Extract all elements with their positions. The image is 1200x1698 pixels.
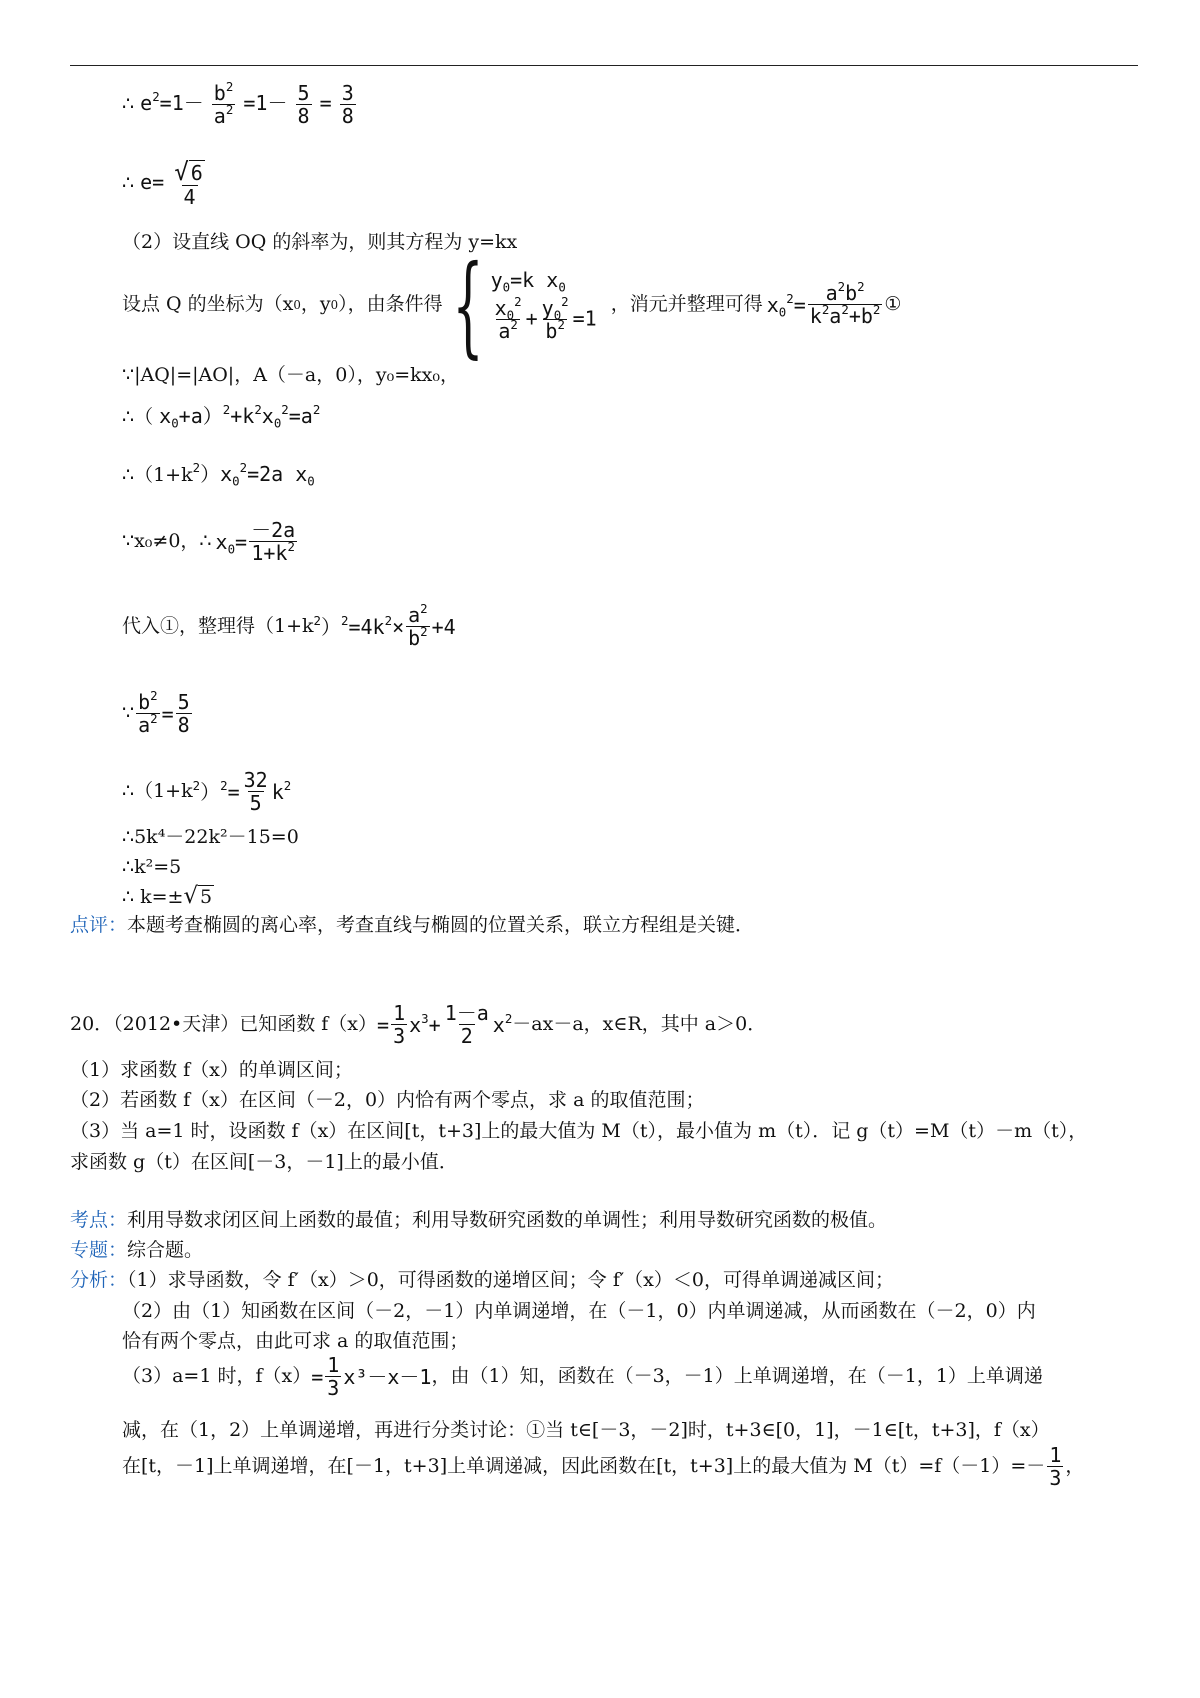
equation-7: ∴5k⁴－22k²－15=0	[122, 826, 299, 848]
part2-intro: （2）设直线 OQ 的斜率为，则其方程为 y=kx	[122, 231, 518, 253]
coordinate-system-line: 设点 Q 的坐标为（x 0 ，y 0 ），由条件得 { $y_0=k$ $x_0$ $\frac{x_0^2}{a^2}$ + $\frac{y_0^2}{b^2}$ =1 ，消元并整理可得 $x_0^2=$ $\frac{a^2b^2}{k^2a^2+b^2}$ ①	[122, 241, 902, 369]
equation-2: $\therefore(1+k^2)x_0^2=2a$ $x_0$	[122, 460, 315, 489]
fraction-a2-b2: $\frac{a^2}{b^2}$	[408, 601, 428, 650]
header-rule	[70, 65, 1138, 66]
equation-6: ∴（1+k $^2$）$^2$= $\frac{32}{5}$ $k^2$	[122, 768, 292, 815]
fenxi-line-3: 恰有两个零点，由此可求 a 的取值范围；	[122, 1330, 469, 1352]
fraction-x0: $\frac{-2a}{1+k^2}$	[251, 518, 296, 565]
problem-20-part-1: （1）求函数 f（x）的单调区间；	[70, 1059, 353, 1081]
kaodian-line: 考点：利用导数求闭区间上函数的最值；利用导数研究函数的单调性；利用导数研究函数的极值。	[70, 1209, 888, 1231]
zhuanti-line: 专题：综合题。	[70, 1239, 204, 1261]
fraction-b2-a2: $\frac{b^2}{a^2}$	[213, 79, 234, 128]
condition-line: ∵|AQ|=|AO|，A（－a，0），y₀=kx₀，	[122, 364, 459, 386]
fenxi-line-5: 减，在（1，2）上单调递增，再进行分类讨论：①当 t∈[－3，－2]时，t+3∈[0，1]，－1∈[t，t+3]，f（x）	[122, 1419, 1050, 1441]
fenxi-line-1: 分析：（1）求导函数，令 f′（x）＞0，可得函数的递增区间；令 f′（x）＜0，可得单调递减区间；	[70, 1269, 894, 1291]
equation-5: ∵ $\frac{b^2}{a^2}$ = $\frac{5}{8}$	[122, 688, 190, 737]
fenxi-line-4: （3）a=1 时，f（x） = $\frac{1}{3}$ x³－x－1 ，由（1）知，函数在（－3，－1）上单调递增，在（－1，1）上单调递	[122, 1353, 1043, 1400]
fraction-3-8: $\frac{3}{8}$	[341, 81, 354, 128]
fraction-x0-squared: $\frac{a^2b^2}{k^2a^2+b^2}$	[809, 279, 881, 328]
step-eccentricity-squared: ∴ $e^2=1-$ $\frac{b^2}{a^2}$ =1－ $\frac{5}{8}$ = $\frac{3}{8}$	[122, 79, 354, 128]
equation-3: ∵x₀≠0，∴ $x_0=$ $\frac{-2a}{1+k^2}$	[122, 518, 296, 565]
system-brace: {	[451, 241, 484, 369]
fenxi-line-6: 在[t，－1]上单调递增，在[－1，t+3]上单调递减，因此函数在[t，t+3]上的最大值为 M（t）=f（－1）=－ 1 3 ，	[122, 1443, 1085, 1490]
fraction-sqrt6-4: $\frac{√ 6}{4}$	[174, 158, 203, 210]
review-line: 点评：本题考查椭圆的离心率，考查直线与椭圆的位置关系，联立方程组是关键．	[70, 914, 755, 936]
fraction-5-8: $\frac{5}{8}$	[297, 81, 310, 128]
equation-4: 代入①，整理得（1+k $^2)^2=4k^2\times$ $\frac{a^2}{b^2}$ +4	[122, 601, 456, 650]
equation-1: ∴（ $x_0+a)^2+k^2x_0^2=a^2$	[122, 402, 321, 431]
problem-20-part-2: （2）若函数 f（x）在区间（－2，0）内恰有两个零点，求 a 的取值范围；	[70, 1089, 705, 1111]
equation-8: ∴k²=5	[122, 856, 182, 878]
problem-20-stem: 20．（2012•天津）已知函数 f（x） = $\frac{1}{3}$ $x^3+$ $\frac{1-a}{2}$ $x^2$ －ax－a，x∈R，其中 a＞0．	[70, 1001, 767, 1048]
step-eccentricity: ∴ e= $\frac{√ 6}{4}$	[122, 160, 209, 208]
review-label: 点评：	[70, 914, 128, 936]
fenxi-line-2: （2）由（1）知函数在区间（－2，－1）内单调递增，在（－1，0）内单调递减，从而函数在（－2，0）内	[122, 1300, 1036, 1322]
equation-system: $y_0=k$ $x_0$ $\frac{x_0^2}{a^2}$ + $\frac{y_0^2}{b^2}$ =1	[490, 267, 597, 343]
problem-20-part-3b: 求函数 g（t）在区间[－3，－1]上的最小值．	[70, 1151, 458, 1173]
equation-9: ∴ k=±√ 5	[122, 883, 213, 909]
problem-20-part-3a: （3）当 a=1 时，设函数 f（x）在区间[t，t+3]上的最大值为 M（t），最小值为 m（t）．记 g（t）=M（t）－m（t），	[70, 1120, 1088, 1142]
